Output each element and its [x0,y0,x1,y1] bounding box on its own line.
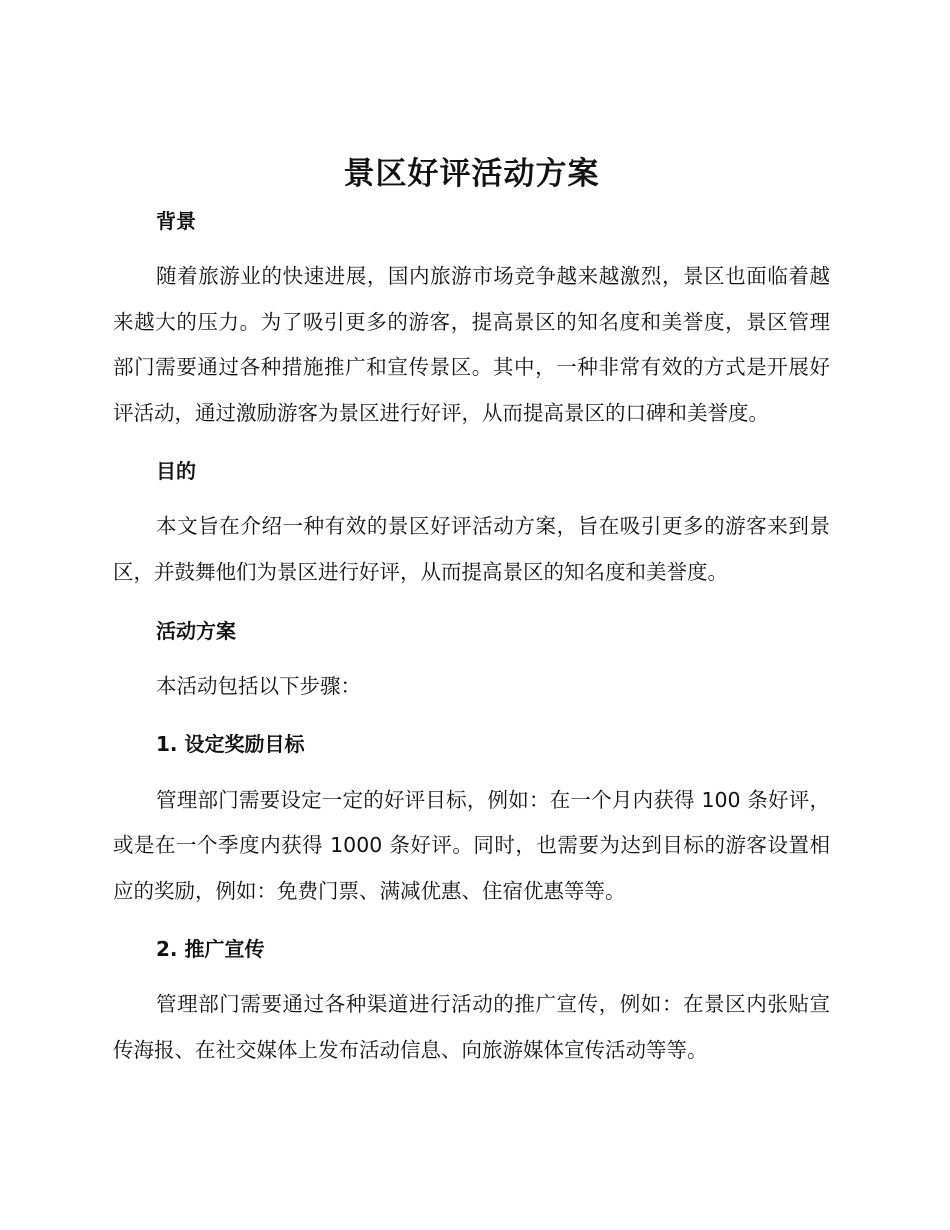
document-page [113,150,830,1073]
document-title: 景区好评活动方案 [343,156,600,192]
paragraph-purpose: 本文旨在介绍一种有效的景区好评活动方案，旨在吸引更多的游客来到景区，并鼓舞他们为景区进行好评，从而提高景区的知名度和美誉度。 [113,514,830,584]
paragraph-step1: 管理部门需要设定一定的好评目标，例如：在一个月内获得 100 条好评，或是在一个季度内获得 1000 条好评。同时，也需要为达到目标的游客设置相应的奖励，例如：免费门票、满减优惠、住宿优惠等等。 [113,787,830,903]
paragraph-step2: 管理部门需要通过各种渠道进行活动的推广宣传，例如：在景区内张贴宣传海报、在社交媒体上发布活动信息、向旅游媒体宣传活动等等。 [113,992,830,1062]
section-heading-purpose: 目的 [156,459,196,483]
paragraph-background: 随着旅游业的快速进展，国内旅游市场竞争越来越激烈，景区也面临着越来越大的压力。为了吸引更多的游客，提高景区的知名度和美誉度，景区管理部门需要通过各种措施推广和宣传景区。其中，一种非常有效的方式是开展好评活动，通过激励游客为景区进行好评，从而提高景区的口碑和美誉度。 [113,264,830,425]
section-heading-step1: 1. 设定奖励目标 [156,731,305,756]
paragraph-plan: 本活动包括以下步骤： [156,674,362,698]
section-heading-plan: 活动方案 [156,619,236,643]
section-heading-background: 背景 [156,209,196,233]
section-heading-step2: 2. 推广宣传 [156,937,265,961]
